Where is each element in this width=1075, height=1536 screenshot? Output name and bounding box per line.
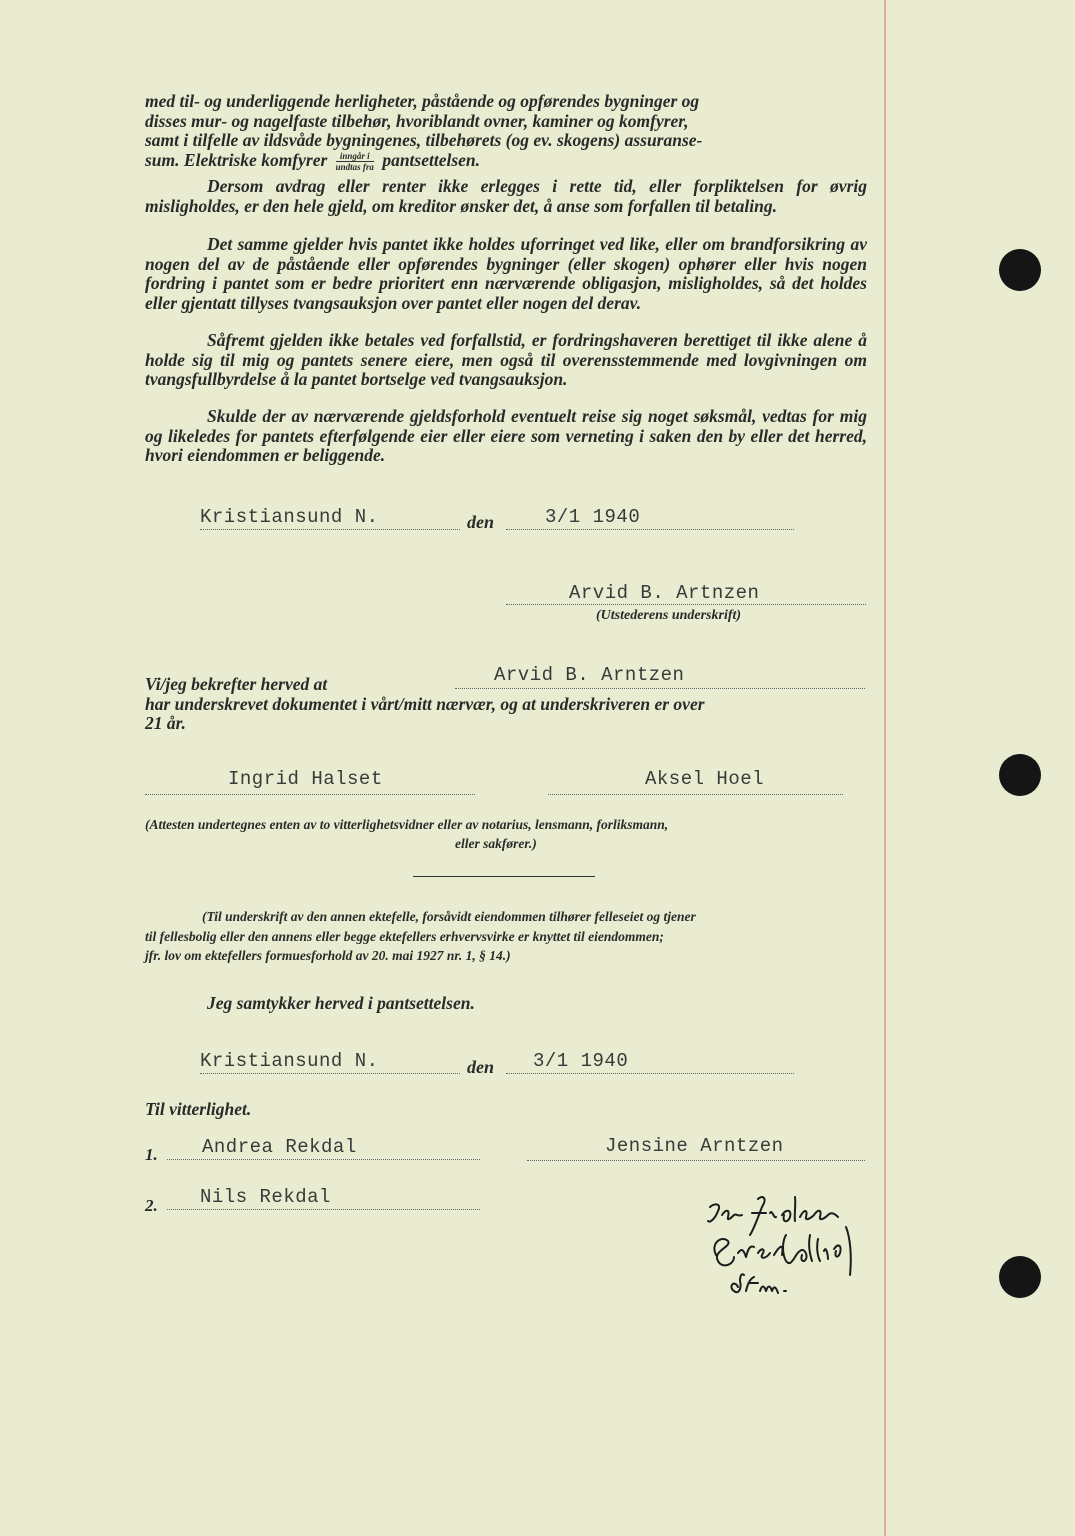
- text-line: disses mur- og nagelfaste tilbehør, hvoriblandt ovner, kaminer og komfyrer,: [145, 110, 689, 131]
- confirm-prefix: Vi/jeg bekrefter herved at: [145, 674, 328, 694]
- text-line: [145, 151, 867, 172]
- text-fragment: pantsettelsen.: [382, 149, 481, 170]
- den-label: den: [467, 512, 494, 532]
- fraction-bottom: undtas fra: [335, 162, 374, 173]
- issuer-signature: Arvid B. Artnzen: [569, 582, 760, 604]
- spouse-note-3: jfr. lov om ektefellers formuesforhold av 20. mai 1927 nr. 1, § 14.): [145, 948, 511, 963]
- paragraph-2: Dersom avdrag eller renter ikke erlegges i rette tid, eller forpliktelsen for øvrig misligholdes, er den hele gjeld, om kreditor ønsker det, å anse som forfallen til betaling.: [145, 176, 867, 216]
- dotted-line: [200, 1073, 460, 1074]
- paragraph-1: [145, 92, 867, 172]
- den-label: den: [467, 1057, 494, 1077]
- paragraph-3: Det samme gjelder hvis pantet ikke holdes uforringet ved like, eller om brandforsikring av nogen del av de påstående eller opførendes bygninger (eller skogen) ophører eller hvis nogen fordring i pantet som er bedre prioritert enn nærværende obligasjon, misligholdes, så det holdes eller gjentatt tillyses tvangsauksjon over pantet eller nogen del derav.: [145, 234, 867, 313]
- date-field: 3/1 1940: [533, 1050, 629, 1072]
- text-fragment: sum. Elektriske komfyrer: [145, 149, 328, 170]
- dotted-line: [145, 794, 475, 795]
- witness-2b: Nils Rekdal: [200, 1186, 331, 1208]
- date-field: 3/1 1940: [545, 506, 641, 528]
- place-field: Kristiansund N.: [200, 506, 379, 528]
- dotted-line: [506, 1073, 794, 1074]
- dotted-line: [548, 794, 843, 795]
- spouse-signature: Jensine Arntzen: [605, 1135, 784, 1157]
- attest-note-2: eller sakfører.): [455, 836, 537, 851]
- witness-number-2: 2.: [145, 1196, 158, 1215]
- confirm-line2: har underskrevet dokumentet i vårt/mitt nærvær, og at underskriveren er over: [145, 694, 705, 714]
- handwritten-signature: [700, 1195, 875, 1310]
- witness-2: Aksel Hoel: [645, 768, 765, 790]
- punch-hole: [999, 1256, 1041, 1298]
- issuer-caption: (Utstederens underskrift): [596, 608, 742, 623]
- paragraph-4: Såfremt gjelden ikke betales ved forfallstid, er fordringshaveren berettiget til ikke alene å holde sig til mig og pantets senere eiere, men også til overensstemmende med lovgivningen om tvangsfullbyrdelse å la pantet bortselge ved tvangsauksjon.: [145, 330, 867, 390]
- signature-text: In fidem: [700, 1303, 704, 1304]
- dotted-line: [527, 1160, 865, 1161]
- witness-1: Ingrid Halset: [228, 768, 383, 790]
- vitterlighet-label: Til vitterlighet.: [145, 1099, 252, 1119]
- spouse-note-1: (Til underskrift av den annen ektefelle, forsåvidt eiendommen tilhører felleseiet og tjener: [202, 909, 696, 924]
- punch-hole: [999, 249, 1041, 291]
- confirm-line3: 21 år.: [145, 713, 186, 733]
- dotted-line: [200, 529, 460, 530]
- confirm-name: Arvid B. Arntzen: [494, 664, 685, 686]
- dotted-line: [167, 1209, 480, 1210]
- paragraph-5: Skulde der av nærværende gjeldsforhold eventuelt reise sig noget søksmål, vedtas for mig og likeledes for pantets efterfølgende eier eller eiere som verneting i saken den by eller det herred, hvori eiendommen er beliggende.: [145, 406, 867, 466]
- witness-number-1: 1.: [145, 1145, 158, 1164]
- consent-text: Jeg samtykker herved i pantsettelsen.: [207, 993, 475, 1013]
- text-line: samt i tilfelle av ildsvåde bygningenes, tilbehørets (og ev. skogens) assuranse-: [145, 130, 703, 151]
- dotted-line: [167, 1159, 480, 1160]
- fraction-choice: [336, 151, 374, 172]
- separator-rule: [413, 876, 595, 877]
- margin-line: [884, 0, 886, 1536]
- place-field: Kristiansund N.: [200, 1050, 379, 1072]
- dotted-line: [506, 604, 866, 605]
- dotted-line: [506, 529, 794, 530]
- dotted-line: [455, 688, 865, 689]
- witness-1b: Andrea Rekdal: [202, 1136, 357, 1158]
- fraction-top: inngår i: [336, 151, 374, 162]
- text-line: med til- og underliggende herligheter, påstående og opførendes bygninger og: [145, 91, 700, 111]
- attest-note-1: (Attesten undertegnes enten av to vitterlighetsvidner eller av notarius, lensmann, forliksmann,: [145, 817, 669, 832]
- spouse-note-2: til fellesbolig eller den annens eller begge ektefellers erhvervsvirke er knyttet til eiendommen;: [145, 929, 664, 944]
- punch-hole: [999, 754, 1041, 796]
